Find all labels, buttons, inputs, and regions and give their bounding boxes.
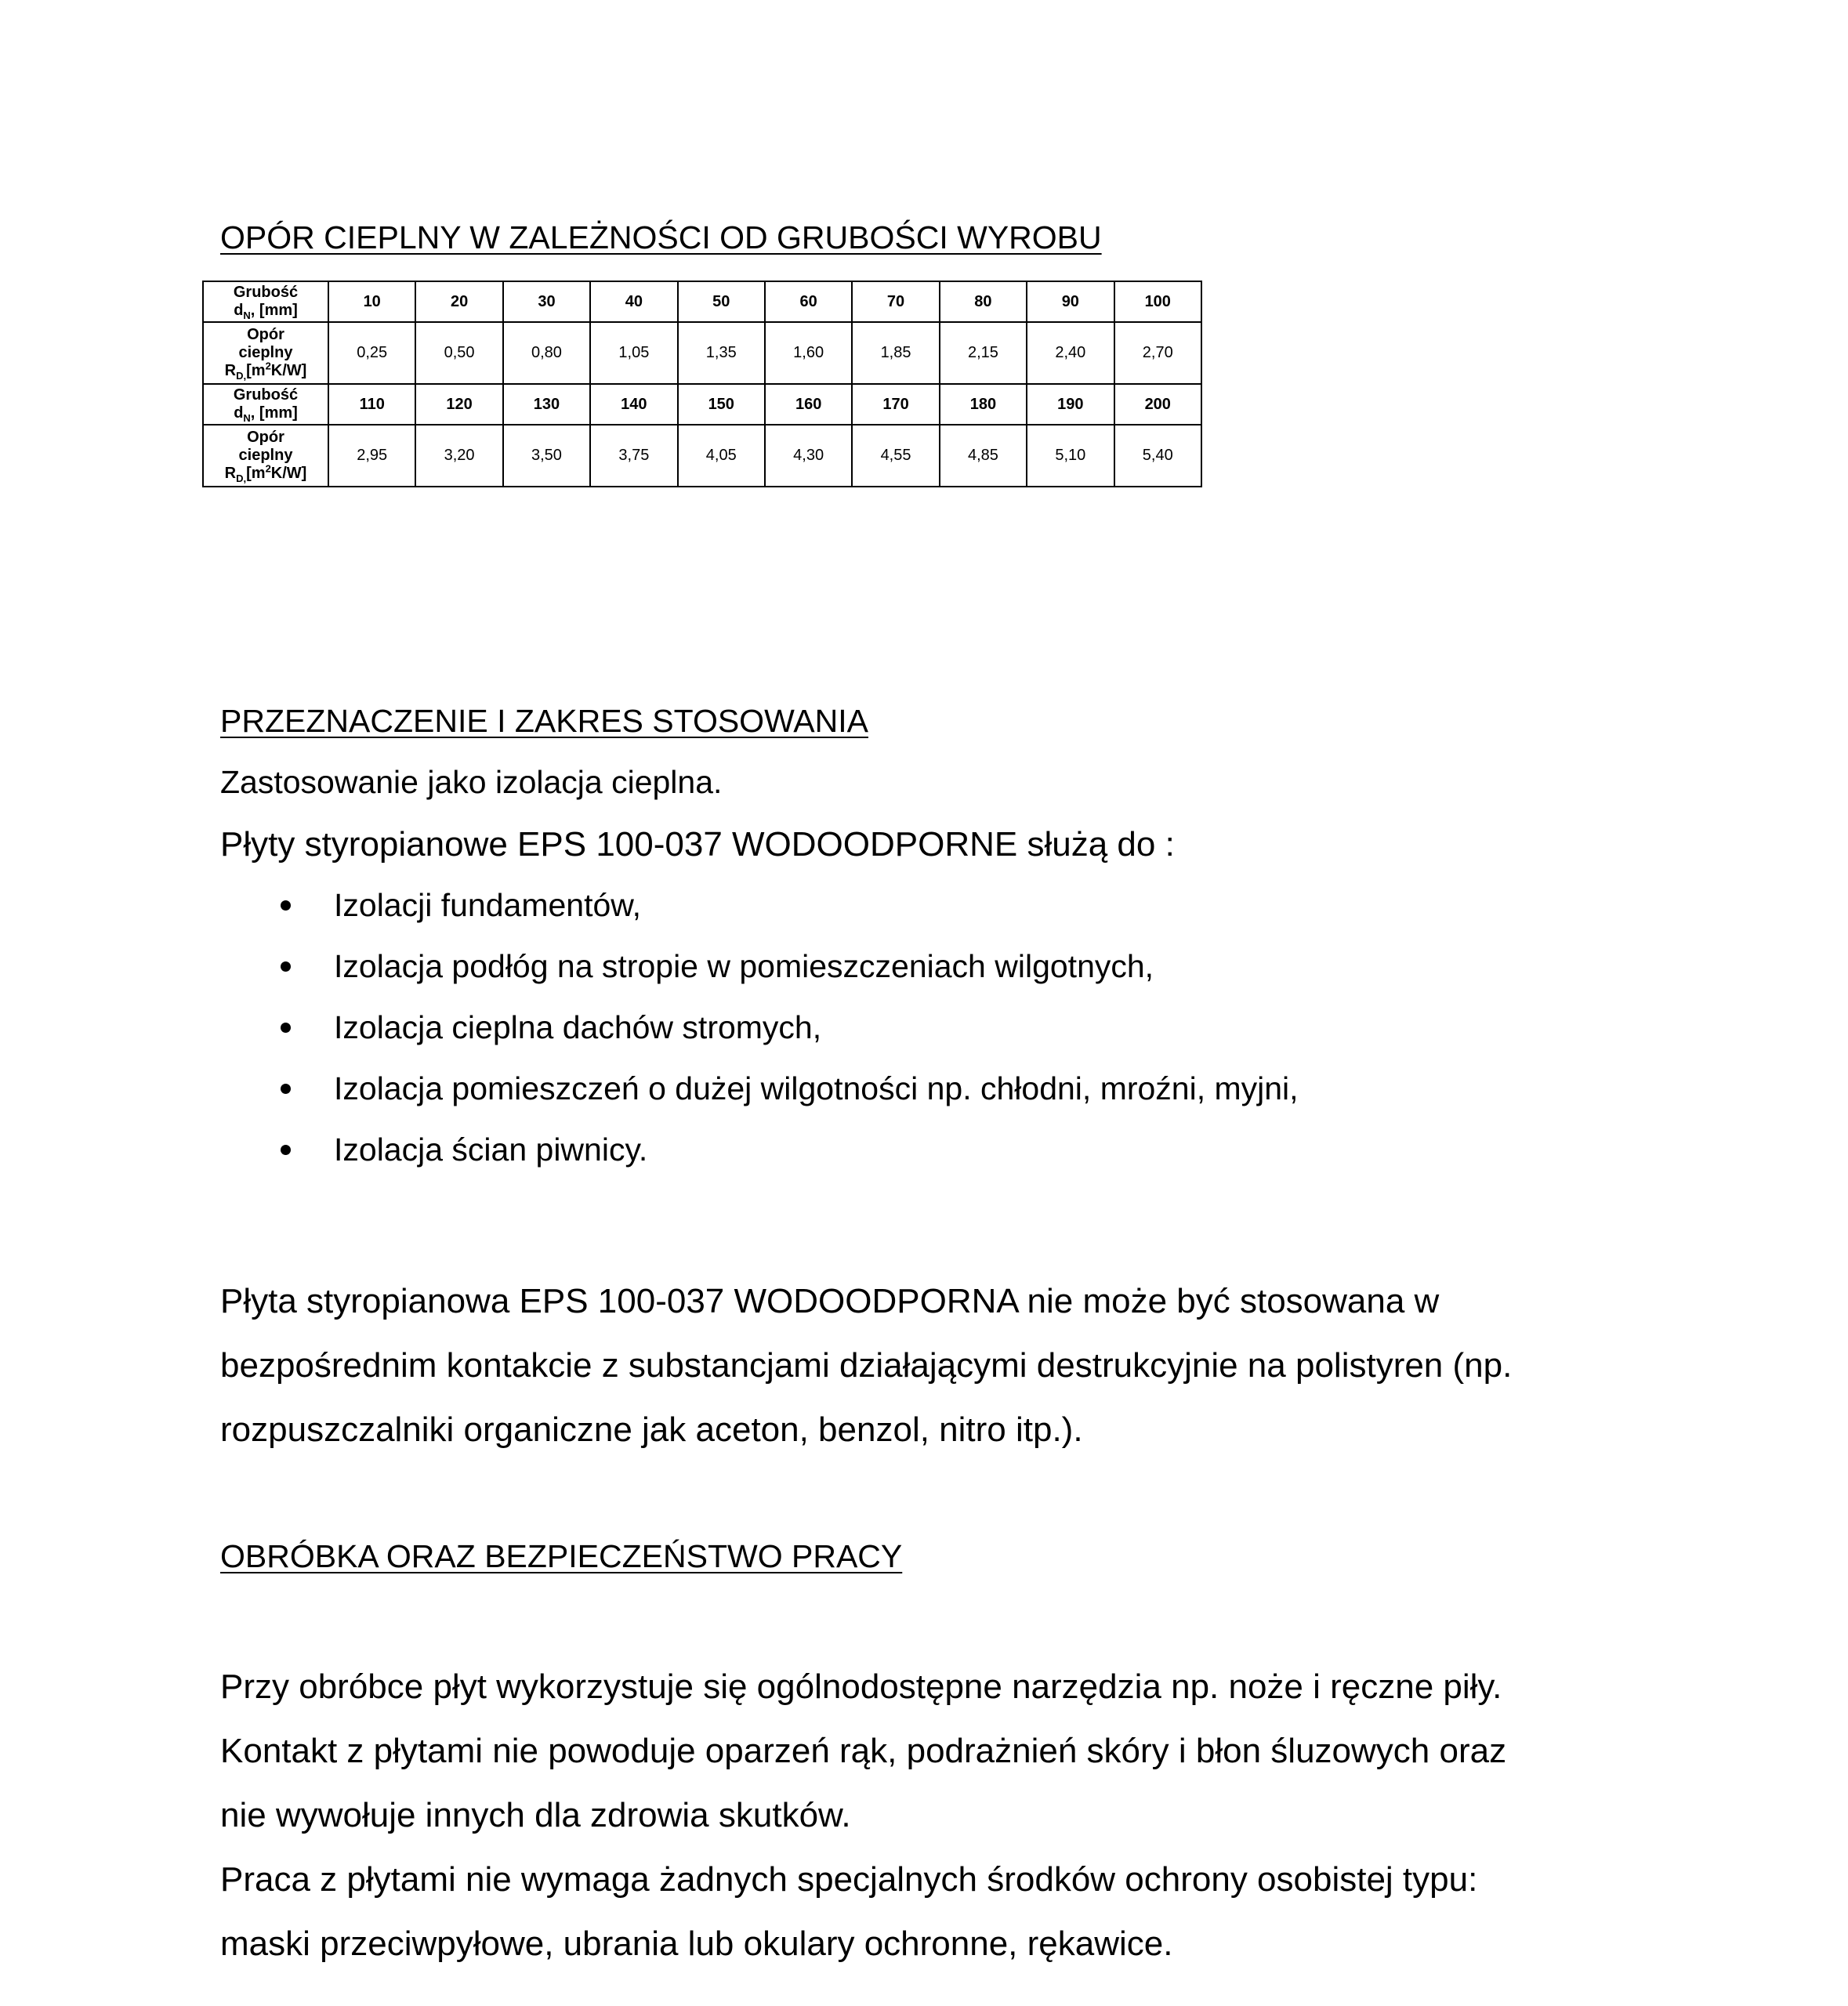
resistance-header-line1: Opór bbox=[247, 326, 284, 343]
resistance-unit-b: K/W] bbox=[270, 465, 307, 482]
warning-line: Płyta styropianowa EPS 100-037 WODOODPORNA nie może być stosowana w bbox=[220, 1282, 1440, 1320]
resistance-row bbox=[203, 425, 1201, 487]
table-cell: 90 bbox=[1027, 281, 1114, 322]
table-cell: 1,05 bbox=[590, 322, 677, 384]
table-cell: 200 bbox=[1114, 384, 1201, 425]
resistance-row bbox=[203, 322, 1201, 384]
safety-line: Kontakt z płytami nie powoduje oparzeń rąk, podrażnień skóry i błon śluzowych oraz bbox=[220, 1732, 1507, 1770]
bullet-icon bbox=[281, 1023, 291, 1033]
list-item bbox=[271, 947, 1299, 1008]
resistance-unit-a: [m bbox=[246, 362, 266, 379]
table-cell: 160 bbox=[765, 384, 852, 425]
table-cell: 4,85 bbox=[940, 425, 1027, 487]
table-cell: 3,75 bbox=[590, 425, 677, 487]
table-cell: 4,55 bbox=[852, 425, 939, 487]
table-cell: 170 bbox=[852, 384, 939, 425]
table-cell: 80 bbox=[940, 281, 1027, 322]
table-cell: 1,35 bbox=[678, 322, 765, 384]
thickness-header-line2 bbox=[204, 302, 328, 320]
list-item bbox=[271, 885, 1299, 947]
resistance-header bbox=[203, 425, 328, 487]
table-cell: 1,85 bbox=[852, 322, 939, 384]
warning-line: bezpośrednim kontakcie z substancjami działającymi destrukcyjnie na polistyren (np. bbox=[220, 1346, 1513, 1385]
table-cell: 2,40 bbox=[1027, 322, 1114, 384]
thermal-resistance-table bbox=[202, 281, 1202, 487]
table-cell: 100 bbox=[1114, 281, 1201, 322]
bullet-icon bbox=[281, 1145, 291, 1155]
warning-line: rozpuszczalniki organiczne jak aceton, benzol, nitro itp.). bbox=[220, 1410, 1083, 1449]
table-cell: 20 bbox=[415, 281, 502, 322]
list-item-text: Izolacja cieplna dachów stromych, bbox=[334, 1009, 822, 1045]
table-cell: 140 bbox=[590, 384, 677, 425]
table-cell: 0,80 bbox=[503, 322, 590, 384]
table-cell: 120 bbox=[415, 384, 502, 425]
thickness-header bbox=[203, 384, 328, 425]
list-item bbox=[271, 1130, 1299, 1191]
thickness-header-line1: Grubość bbox=[233, 386, 299, 404]
safety-line: maski przeciwpyłowe, ubrania lub okulary ochronne, rękawice. bbox=[220, 1925, 1173, 1963]
table-cell: 4,30 bbox=[765, 425, 852, 487]
table-cell: 2,15 bbox=[940, 322, 1027, 384]
thickness-header bbox=[203, 281, 328, 322]
list-item bbox=[271, 1008, 1299, 1069]
thickness-symbol: d bbox=[234, 302, 244, 319]
bullet-icon bbox=[281, 961, 291, 972]
list-item-text: Izolacja ścian piwnicy. bbox=[334, 1132, 648, 1168]
thickness-subscript: N bbox=[243, 310, 251, 321]
bullet-icon bbox=[281, 900, 291, 911]
thickness-symbol: d bbox=[234, 404, 244, 422]
table-cell: 50 bbox=[678, 281, 765, 322]
thickness-row bbox=[203, 384, 1201, 425]
resistance-header bbox=[203, 322, 328, 384]
table-cell: 70 bbox=[852, 281, 939, 322]
thickness-header-line1: Grubość bbox=[233, 284, 299, 301]
thickness-unit: , [mm] bbox=[250, 302, 298, 319]
table-cell: 10 bbox=[328, 281, 415, 322]
table-cell: 40 bbox=[590, 281, 677, 322]
table-cell: 0,50 bbox=[415, 322, 502, 384]
resistance-subscript: D, bbox=[236, 370, 247, 382]
bullet-icon bbox=[281, 1084, 291, 1094]
usage-intro: Zastosowanie jako izolacja cieplna. bbox=[220, 764, 723, 800]
resistance-header-line3 bbox=[204, 462, 328, 484]
thickness-header-line2 bbox=[204, 404, 328, 422]
safety-line: Praca z płytami nie wymaga żadnych specjalnych środków ochrony osobistej typu: bbox=[220, 1860, 1478, 1899]
table-cell: 0,25 bbox=[328, 322, 415, 384]
table-cell: 60 bbox=[765, 281, 852, 322]
table-section-title: OPÓR CIEPLNY W ZALEŻNOŚCI OD GRUBOŚCI WYROBU bbox=[220, 219, 1102, 255]
table-cell: 2,70 bbox=[1114, 322, 1201, 384]
resistance-unit-a: [m bbox=[246, 465, 266, 482]
safety-line: nie wywołuje innych dla zdrowia skutków. bbox=[220, 1796, 851, 1834]
resistance-symbol: R bbox=[224, 362, 237, 379]
usage-section-title: PRZEZNACZENIE I ZAKRES STOSOWANIA bbox=[220, 703, 868, 739]
table-cell: 3,20 bbox=[415, 425, 502, 487]
thickness-subscript: N bbox=[243, 412, 251, 424]
table-cell: 5,40 bbox=[1114, 425, 1201, 487]
thickness-unit: , [mm] bbox=[250, 404, 298, 422]
resistance-header-line2: cieplny bbox=[238, 447, 293, 464]
table-cell: 190 bbox=[1027, 384, 1114, 425]
safety-section-title: OBRÓBKA ORAZ BEZPIECZEŃSTWO PRACY bbox=[220, 1538, 903, 1574]
table-cell: 30 bbox=[503, 281, 590, 322]
usage-list bbox=[271, 885, 1299, 1191]
resistance-header-line1: Opór bbox=[247, 429, 284, 446]
resistance-superscript: 2 bbox=[265, 462, 271, 475]
resistance-subscript: D, bbox=[236, 473, 247, 484]
resistance-superscript: 2 bbox=[265, 360, 271, 372]
table-cell: 2,95 bbox=[328, 425, 415, 487]
table-cell: 1,60 bbox=[765, 322, 852, 384]
resistance-header-line3 bbox=[204, 362, 328, 380]
list-item-text: Izolacja podłóg na stropie w pomieszczeniach wilgotnych, bbox=[334, 948, 1154, 984]
resistance-symbol: R bbox=[224, 465, 237, 482]
resistance-unit-b: K/W] bbox=[270, 362, 307, 379]
table-cell: 130 bbox=[503, 384, 590, 425]
usage-lead: Płyty styropianowe EPS 100-037 WODOODPORNE służą do : bbox=[220, 825, 1175, 864]
list-item-text: Izolacja pomieszczeń o dużej wilgotności np. chłodni, mroźni, myjni, bbox=[334, 1070, 1299, 1106]
thickness-row bbox=[203, 281, 1201, 322]
table-cell: 4,05 bbox=[678, 425, 765, 487]
table-cell: 180 bbox=[940, 384, 1027, 425]
resistance-header-line2: cieplny bbox=[238, 344, 293, 361]
table-cell: 3,50 bbox=[503, 425, 590, 487]
safety-line: Przy obróbce płyt wykorzystuje się ogólnodostępne narzędzia np. noże i ręczne piły. bbox=[220, 1667, 1502, 1706]
list-item bbox=[271, 1069, 1299, 1130]
list-item-text: Izolacji fundamentów, bbox=[334, 887, 642, 923]
table-cell: 110 bbox=[328, 384, 415, 425]
table-cell: 5,10 bbox=[1027, 425, 1114, 487]
table-cell: 150 bbox=[678, 384, 765, 425]
